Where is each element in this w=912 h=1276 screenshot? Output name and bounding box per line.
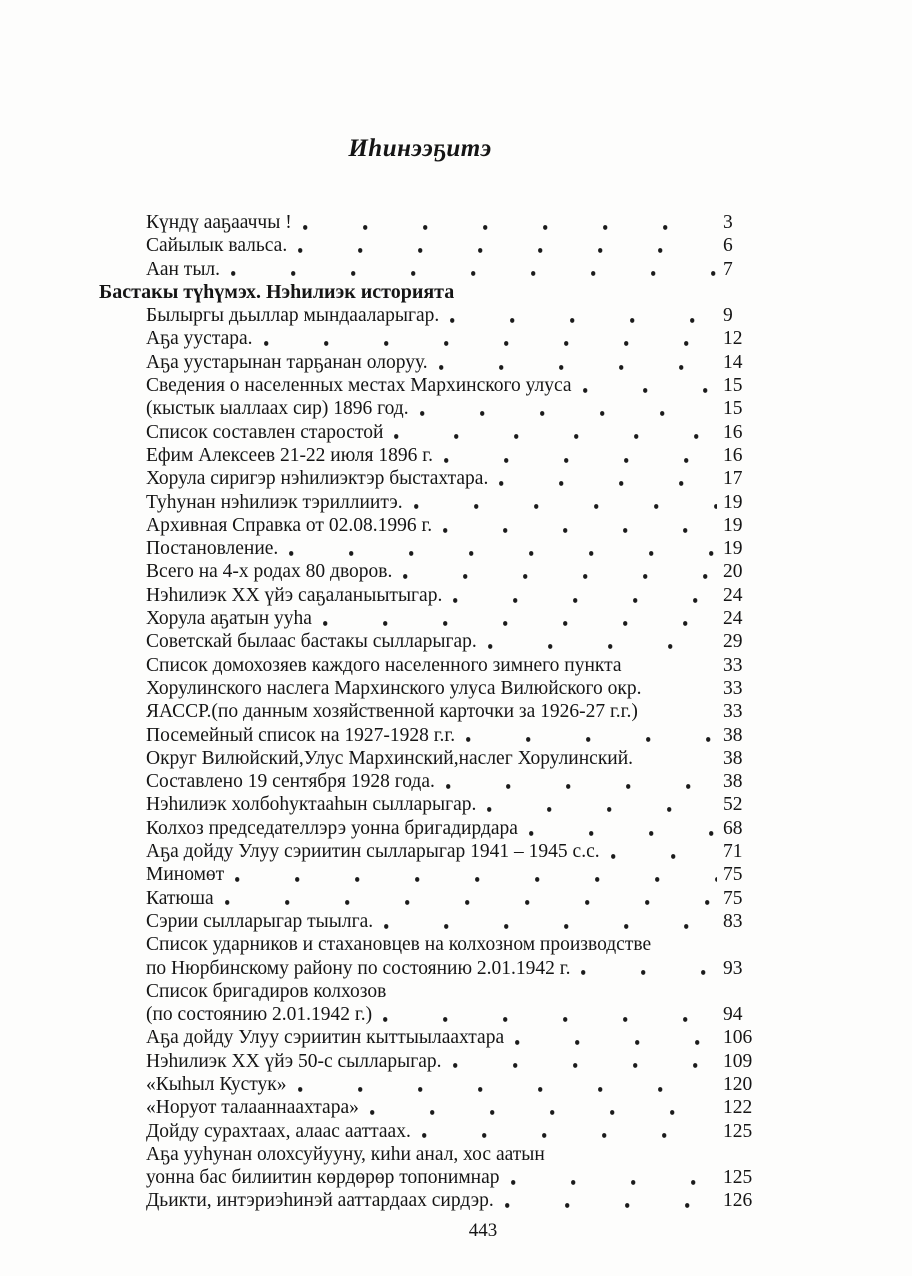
toc-row — [97, 467, 769, 490]
toc-row — [97, 397, 769, 420]
footer-page-number: 443 — [468, 1220, 498, 1241]
toc-row — [97, 607, 769, 630]
toc-entry-title: Список домохозяев каждого населенного зимнего пункта — [146, 654, 622, 676]
dot-leader — [264, 327, 717, 350]
toc-entry-title: Советскай былаас бастакы сылларыгар. — [146, 631, 477, 653]
toc-entry-title: Аҕа дойду Улуу сэриитин сылларыгар 1941 – 1945 с.с. — [146, 841, 600, 863]
toc-page-number: 19 — [723, 491, 743, 513]
dot-leader — [443, 514, 717, 537]
toc-page-number: 24 — [723, 584, 743, 606]
toc-page-number: 17 — [723, 468, 743, 490]
dot-leader — [450, 304, 717, 327]
toc-page-number: 125 — [723, 1120, 753, 1142]
toc-row — [97, 724, 769, 747]
toc-page-number: 19 — [723, 514, 743, 536]
toc-entry-title: по Нюрбинскому району по состоянию 2.01.1942 г. — [146, 957, 571, 979]
toc-page-number: 38 — [723, 771, 743, 793]
dot-leader — [403, 560, 717, 583]
dot-leader — [466, 724, 717, 747]
toc-entry-title: Нэһилиэк XX үйэ саҕаланыытыгар. — [146, 584, 443, 606]
toc-entry-title: Сайылык вальса. — [146, 235, 288, 257]
toc-row — [97, 910, 769, 933]
toc-row — [97, 654, 769, 677]
dot-leader — [644, 747, 717, 770]
toc-page-number: 126 — [723, 1190, 753, 1212]
dot-leader — [397, 980, 717, 1003]
toc-row — [97, 560, 769, 583]
toc-row — [97, 817, 769, 840]
toc-entry-title: «Норуот талааннаахтара» — [146, 1097, 359, 1119]
toc-entry-title: Аҕа ууһунан олохсуйууну, киһи анал, хос аатын — [146, 1143, 545, 1165]
dot-leader — [444, 444, 717, 467]
dot-leader — [583, 374, 717, 397]
toc-entry-title: Хорула аҕатын ууһа — [146, 608, 312, 630]
toc-page-number: 75 — [723, 864, 743, 886]
toc-page-number: 38 — [723, 724, 743, 746]
toc-page-number: 16 — [723, 444, 743, 466]
dot-leader — [235, 863, 717, 886]
toc-row — [97, 421, 769, 444]
dot-leader — [414, 491, 717, 514]
toc-page-number: 33 — [723, 677, 743, 699]
toc-entry-title: Сведения о населенных местах Мархинского улуса — [146, 375, 572, 397]
toc-row — [97, 630, 769, 653]
dot-leader — [453, 1050, 717, 1073]
toc-page-number: 33 — [723, 654, 743, 676]
toc-row — [97, 351, 769, 374]
toc-row — [97, 700, 769, 723]
toc-page-number: 75 — [723, 887, 743, 909]
toc-entry-title: Аҕа уустара. — [146, 328, 253, 350]
toc-page-number: 29 — [723, 631, 743, 653]
toc-entry-title: Всего на 4-х родах 80 дворов. — [146, 561, 393, 583]
toc-entry-title: Архивная Справка от 02.08.1996 г. — [146, 514, 433, 536]
toc-row — [97, 327, 769, 350]
toc-page-number: 83 — [723, 910, 743, 932]
toc-entry-title: Колхоз председателлэрэ уонна бригадирдара — [146, 817, 518, 839]
toc-row — [97, 793, 769, 816]
toc-page-number: 20 — [723, 561, 743, 583]
toc-row — [97, 1050, 769, 1073]
dot-leader — [394, 421, 717, 444]
toc-page-number: 94 — [723, 1004, 743, 1026]
toc-page-number: 14 — [723, 351, 743, 373]
toc-row — [97, 1073, 769, 1096]
toc-row — [97, 1189, 769, 1212]
dot-leader — [370, 1096, 717, 1119]
toc-row — [97, 677, 769, 700]
toc-page-number: 120 — [723, 1073, 753, 1095]
toc-page-number: 52 — [723, 794, 743, 816]
dot-leader — [465, 281, 717, 304]
toc-row — [97, 887, 769, 910]
toc-entry-title: Нэһилиэк холбоһуктааһын сылларыгар. — [146, 794, 477, 816]
toc-row — [97, 1166, 769, 1189]
toc-row — [97, 770, 769, 793]
toc-page-number: 12 — [723, 328, 743, 350]
toc-entry-title: Күндү ааҕааччы ! — [146, 212, 292, 233]
toc-row — [97, 747, 769, 770]
dot-leader — [662, 933, 717, 956]
toc-page-number: 122 — [723, 1097, 753, 1119]
dot-leader — [529, 817, 717, 840]
toc-row — [97, 444, 769, 467]
toc-page-number: 68 — [723, 817, 743, 839]
toc-entry-title: Нэһилиэк XX үйэ 50-с сылларыгар. — [146, 1050, 442, 1072]
toc-entry-title: Туһунан нэһилиэк тэриллиитэ. — [146, 491, 403, 513]
toc-page-number: 9 — [723, 305, 733, 327]
toc-page-number: 71 — [723, 841, 743, 863]
toc-row — [97, 1120, 769, 1143]
toc-page-number: 7 — [723, 258, 733, 280]
toc-entry-title: Дойду сурахтаах, алаас ааттаах. — [146, 1120, 411, 1142]
toc-entry-title: Посемейный список на 1927-1928 г.г. — [146, 724, 456, 746]
toc-row — [97, 491, 769, 514]
toc-row — [97, 1143, 769, 1166]
toc-entry-title: «Кыһыл Кустук» — [146, 1073, 287, 1095]
toc-row — [97, 933, 769, 956]
toc-page-number: 125 — [723, 1167, 753, 1189]
toc-entry-title: Аҕа уустарынан тарҕанан олоруу. — [146, 351, 428, 373]
toc-row — [97, 840, 769, 863]
toc-entry-title: Миномөт — [146, 864, 225, 886]
toc-row — [97, 1026, 769, 1049]
toc-page-number: 15 — [723, 398, 743, 420]
toc-list — [97, 211, 769, 1213]
toc-entry-title: Аан тыл. — [146, 258, 221, 280]
toc-page-number: 24 — [723, 608, 743, 630]
dot-leader — [499, 467, 717, 490]
dot-leader — [383, 1003, 717, 1026]
toc-entry-title: Ефим Алексеев 21-22 июля 1896 г. — [146, 444, 433, 466]
dot-leader — [289, 537, 717, 560]
toc-row — [97, 957, 769, 980]
toc-page-number: 19 — [723, 538, 743, 560]
toc-page-number: 93 — [723, 957, 743, 979]
page-title: Иһинээҕитэ — [348, 135, 492, 162]
toc-entry-title: уонна бас билиитин көрдөрөр топонимнар — [146, 1167, 500, 1189]
dot-leader — [420, 397, 717, 420]
toc-page-number: 33 — [723, 701, 743, 723]
toc-entry-title: Список бригадиров колхозов — [146, 980, 387, 1002]
toc-row — [97, 304, 769, 327]
toc-entry-title: Хорула сиригэр нэһилиэктэр быстахтара. — [146, 468, 489, 490]
dot-leader — [303, 211, 717, 234]
toc-entry-title: Хорулинского наслега Мархинского улуса Вилюйского окр. — [146, 677, 642, 699]
toc-page-number: 6 — [723, 235, 733, 257]
toc-page-number: 38 — [723, 747, 743, 769]
dot-leader — [649, 700, 717, 723]
dot-leader — [323, 607, 717, 630]
dot-leader — [611, 840, 717, 863]
toc-entry-title: Дьикти, интэриэһинэй ааттардаах сирдэр. — [146, 1190, 494, 1212]
dot-leader — [633, 654, 717, 677]
dot-leader — [515, 1026, 717, 1049]
toc-row — [97, 374, 769, 397]
toc-entry-title: Катюша — [146, 887, 214, 909]
toc-row — [97, 281, 769, 304]
toc-page-number: 3 — [723, 212, 733, 233]
dot-leader — [231, 258, 717, 281]
toc-entry-title: Аҕа дойду Улуу сэриитин кыттыылаахтара — [146, 1027, 505, 1049]
dot-leader — [505, 1189, 717, 1212]
toc-row — [97, 980, 769, 1003]
toc-row — [97, 211, 769, 234]
toc-row — [97, 537, 769, 560]
toc-row — [97, 514, 769, 537]
toc-entry-title: Бастакы түһүмэх. Нэһилиэк историята — [99, 280, 455, 303]
toc-page-number: 16 — [723, 421, 743, 443]
dot-leader — [581, 957, 717, 980]
toc-page-number: 106 — [723, 1027, 753, 1049]
toc-entry-title: (по состоянию 2.01.1942 г.) — [146, 1004, 373, 1026]
toc-row — [97, 863, 769, 886]
dot-leader — [422, 1120, 717, 1143]
dot-leader — [384, 910, 717, 933]
dot-leader — [653, 677, 717, 700]
dot-leader — [298, 1073, 718, 1096]
toc-entry-title: Сэрии сылларыгар тыылга. — [146, 910, 374, 932]
toc-row — [97, 1096, 769, 1119]
toc-entry-title: Список ударников и стахановцев на колхозном производстве — [146, 934, 652, 956]
dot-leader — [439, 351, 717, 374]
toc-entry-title: Округ Вилюйский,Улус Мархинский,наслег Хорулинский. — [146, 747, 634, 769]
toc-entry-title: (кыстык ыаллаах сир) 1896 год. — [146, 398, 409, 420]
toc-entry-title: Постановление. — [146, 538, 279, 560]
toc-row — [97, 234, 769, 257]
dot-leader — [511, 1166, 717, 1189]
toc-entry-title: ЯАССР.(по данным хозяйственной карточки за 1926-27 г.г.) — [146, 701, 638, 723]
toc-page-number: 109 — [723, 1050, 753, 1072]
toc-page-number: 15 — [723, 375, 743, 397]
dot-leader — [446, 770, 717, 793]
dot-leader — [298, 234, 717, 257]
toc-row — [97, 258, 769, 281]
toc-row — [97, 1003, 769, 1026]
dot-leader — [453, 584, 717, 607]
toc-row — [97, 584, 769, 607]
dot-leader — [487, 793, 717, 816]
dot-leader — [488, 630, 717, 653]
toc-entry-title: Составлено 19 сентября 1928 года. — [146, 771, 435, 793]
toc-entry-title: Список составлен старостой — [146, 421, 384, 443]
dot-leader — [225, 887, 717, 910]
toc-entry-title: Былыргы дьыллар мындааларыгар. — [146, 305, 440, 327]
dot-leader — [556, 1143, 717, 1166]
